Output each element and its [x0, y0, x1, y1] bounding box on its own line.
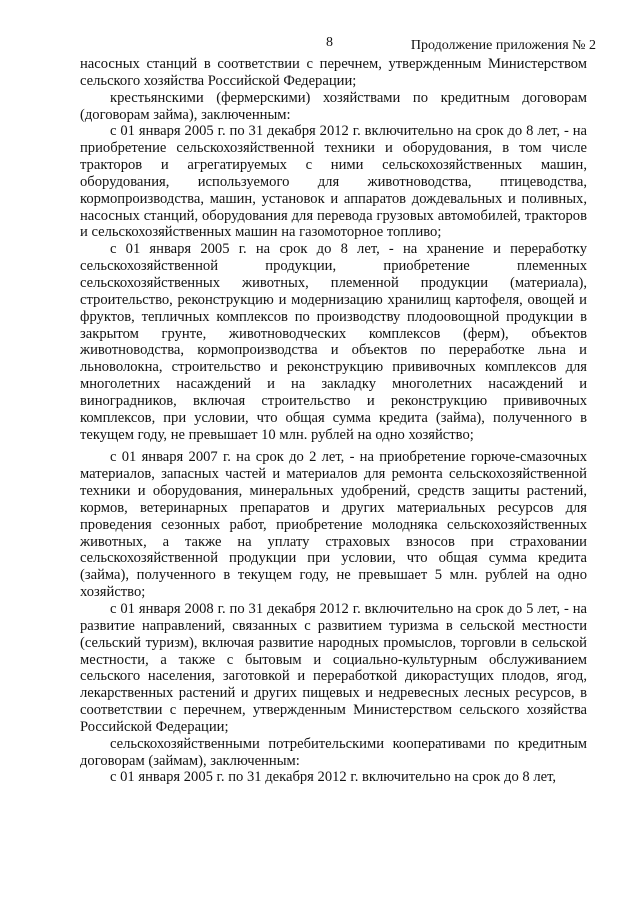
- paragraph: с 01 января 2007 г. на срок до 2 лет, - на приобретение горюче-смазочных материалов, запасных частей и материалов для ремонта сельскохозяйственной техники и оборудования, минеральных удобрений, средств защиты растений, кормов, ветеринарных препаратов и других материальных ресурсов для проведения сезонных работ, приобретение молодняка сельскохозяйственных животных, а также на уплату страховых взносов при страховании сельскохозяйственной продукции при условии, что общая сумма кредита (займа), полученного в текущем году, не превышает 5 млн. рублей на одно хозяйство;: [80, 449, 587, 601]
- paragraph: сельскохозяйственными потребительскими кооперативами по кредитным договорам (займам), заключенным:: [80, 735, 587, 769]
- paragraph: насосных станций в соответствии с перечнем, утвержденным Министерством сельского хозяйства Российской Федерации;: [80, 56, 587, 89]
- page-number: 8: [326, 35, 333, 50]
- paragraph: крестьянскими (фермерскими) хозяйствами по кредитным договорам (договорам займа), заключенным:: [80, 89, 587, 123]
- document-body: [80, 56, 587, 786]
- paragraph: с 01 января 2005 г. на срок до 8 лет, - на хранение и переработку сельскохозяйственной продукции, приобретение племенных сельскохозяйственных животных, племенной продукции (материала), строительство, реконструкцию и модернизацию хранилищ картофеля, овощей и фруктов, тепличных комплексов по производству плодоовощной продукции в закрытом грунте, животноводческих комплексов (ферм), объектов животноводства, кормопроизводства и объектов по переработке льна и льноволокна, строительство и реконструкцию прививочных комплексов для многолетних насаждений и на закладку многолетних насаждений и виноградников, включая строительство и реконструкцию прививочных комплексов, при условии, что общая сумма кредита (займа), полученного в текущем году, не превышает 10 млн. рублей на одно хозяйство;: [80, 241, 587, 443]
- paragraph: с 01 января 2005 г. по 31 декабря 2012 г. включительно на срок до 8 лет,: [110, 769, 557, 786]
- paragraph: с 01 января 2005 г. по 31 декабря 2012 г. включительно на срок до 8 лет, - на приобретение сельскохозяйственной техники и оборудования, в том числе тракторов и агрегатируемых с ними сельскохозяйственных машин, оборудования, используемого для животноводства, птицеводства, кормопроизводства, машин, установок и аппаратов дождевальных и поливных, насосных станций, оборудования для перевода грузовых автомобилей, тракторов и сельскохозяйственных машин на газомоторное топливо;: [80, 123, 587, 241]
- continuation-note: Продолжение приложения № 2: [410, 38, 596, 53]
- paragraph: с 01 января 2008 г. по 31 декабря 2012 г. включительно на срок до 5 лет, - на развитие направлений, связанных с развитием туризма в сельской местности (сельский туризм), включая развитие народных промыслов, торговли в сельской местности, а также с бытовым и социально-культурным обслуживанием сельского населения, заготовкой и переработкой дикорастущих плодов, ягод, лекарственных растений и других пищевых и недревесных лесных ресурсов, в соответствии с перечнем, утвержденным Министерством сельского хозяйства Российской Федерации;: [80, 601, 587, 735]
